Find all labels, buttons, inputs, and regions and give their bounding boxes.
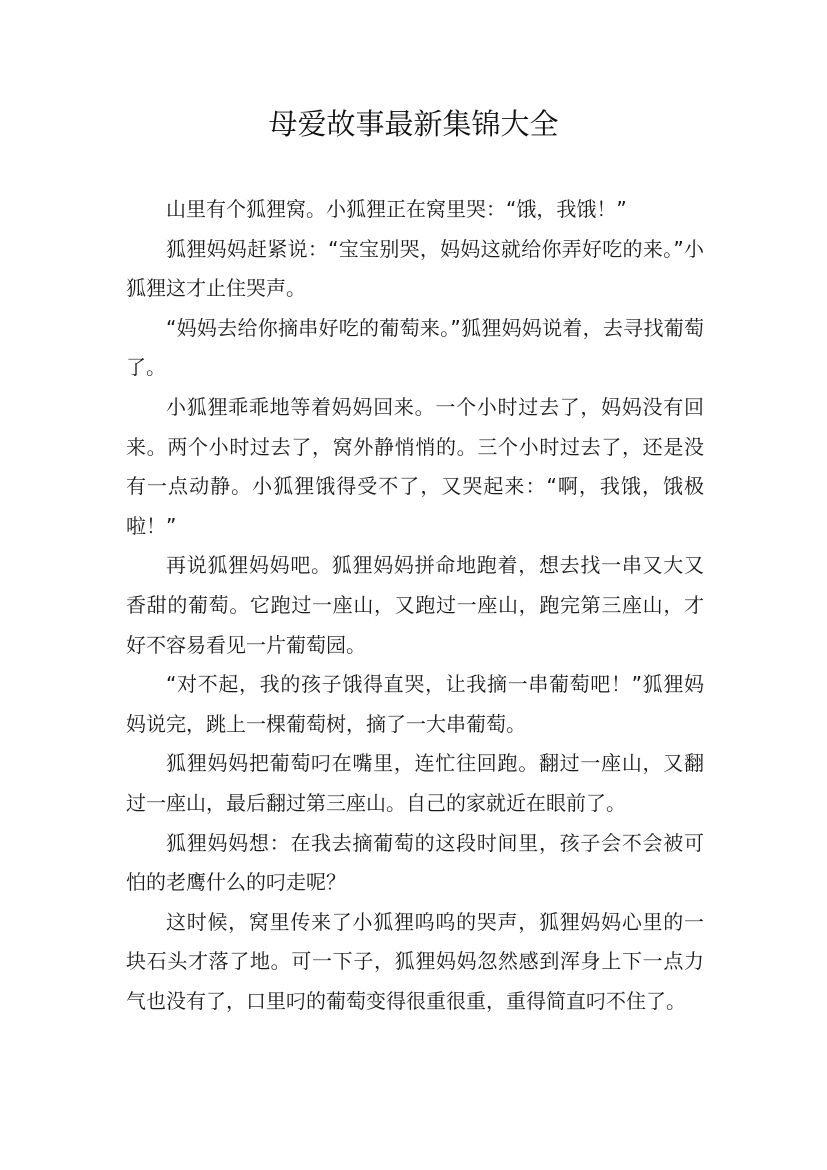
paragraph-3: “妈妈去给你摘串好吃的葡萄来。”狐狸妈妈说着，去寻找葡萄了。 [126,315,704,380]
document-title: 母爱故事最新集锦大全 [268,107,559,141]
paragraph-4: 小狐狸乖乖地等着妈妈回来。一个小时过去了，妈妈没有回来。两个小时过去了，窝外静悄悄的。三个小时过去了，还是没有一点动静。小狐狸饿得受不了，又哭起来：“啊，我饿，饿极啦！” [126,394,704,538]
paragraph-5: 再说狐狸妈妈吧。狐狸妈妈拼命地跑着，想去找一串又大又香甜的葡萄。它跑过一座山，又跑过一座山，跑完第三座山，才好不容易看见一片葡萄园。 [126,553,704,657]
paragraph-2: 狐狸妈妈赶紧说：“宝宝别哭，妈妈这就给你弄好吃的来。”小狐狸这才止住哭声。 [126,236,704,301]
paragraph-9: 这时候，窝里传来了小狐狸呜呜的哭声，狐狸妈妈心里的一块石头才落了地。可一下子，狐狸妈妈忽然感到浑身上下一点力气也没有了，口里叼的葡萄变得很重很重，重得简直叼不住了。 [126,909,704,1013]
document-body [126,190,704,1021]
paragraph-6: “对不起，我的孩子饿得直哭，让我摘一串葡萄吧！”狐狸妈妈说完，跳上一棵葡萄树，摘了一大串葡萄。 [126,672,704,736]
paragraph-8: 狐狸妈妈想：在我去摘葡萄的这段时间里，孩子会不会被可怕的老鹰什么的叼走呢？ [126,830,704,895]
paragraph-1: 山里有个狐狸窝。小狐狸正在窝里哭：“饿，我饿！” [166,197,627,221]
paragraph-7: 狐狸妈妈把葡萄叼在嘴里，连忙往回跑。翻过一座山，又翻过一座山，最后翻过第三座山。自己的家就近在眼前了。 [126,751,704,815]
